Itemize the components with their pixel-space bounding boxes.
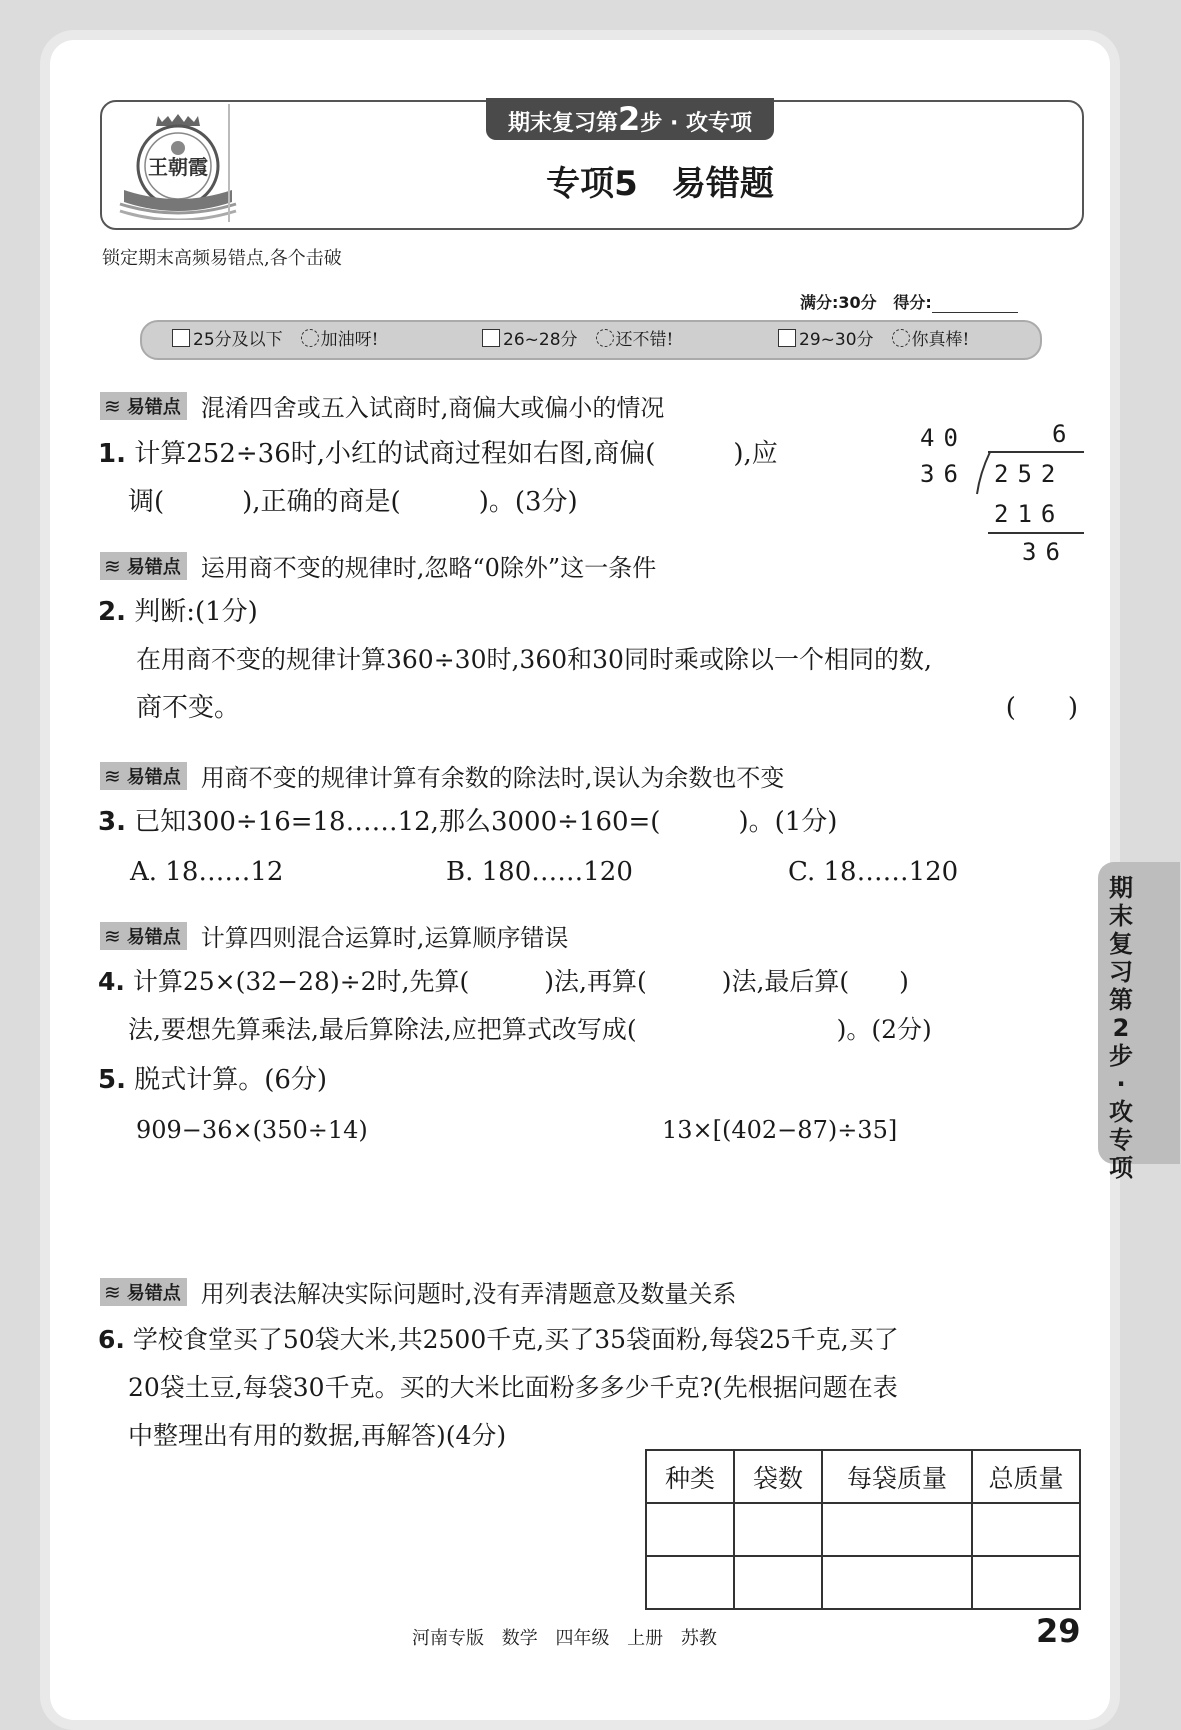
- table-row: [646, 1503, 1080, 1556]
- question-4: 4. 计算25×(32−28)÷2时,先算( )法,再算( )法,最后算( ) 法,要想先算乘法,最后算除法,应把算式改写成( )。(2分): [98, 967, 932, 1044]
- error-tip: [100, 548, 656, 583]
- table-header: 袋数: [734, 1450, 822, 1503]
- question-6: 6. 学校食堂买了50袋大米,共2500千克,买了35袋面粉,每袋25千克,买了 20袋土豆,每袋30千克。买的大米比面粉多多少千克?(先根据问题在表 中整理出有用的数据,再解答)(4分): [98, 1325, 899, 1450]
- tip-badge: ≋ 易错点: [100, 922, 187, 950]
- checkbox-icon[interactable]: [482, 329, 500, 347]
- tip-text: 混淆四舍或五入试商时,商偏大或偏小的情况: [200, 394, 665, 422]
- question-1: 1. 计算252÷36时,小红的试商过程如右图,商偏( ),应 调( ),正确的商是( )。(3分): [98, 439, 778, 517]
- table-header-row: [646, 1450, 1080, 1503]
- expression-1: 909−36×(350÷14): [136, 1116, 368, 1144]
- divisor: 36: [920, 460, 967, 488]
- logo-emblem: [118, 108, 238, 220]
- full-score: 满分:30分: [800, 293, 877, 312]
- wave-icon: ≋: [104, 1279, 121, 1304]
- tip-text: 运用商不变的规律时,忽略“0除外”这一条件: [200, 554, 657, 582]
- smiley-icon: [892, 329, 910, 347]
- estimate: 40: [920, 424, 967, 452]
- option-b[interactable]: B. 180……120: [446, 857, 633, 887]
- division-bracket: [976, 451, 992, 495]
- table-header: 种类: [646, 1450, 734, 1503]
- error-tip: [100, 918, 568, 953]
- expression-2: 13×[(402−87)÷35]: [662, 1116, 898, 1144]
- rating-bar: [140, 320, 1042, 360]
- step-tab-prefix: 期末复习第: [508, 111, 619, 136]
- dividend: 252: [994, 460, 1065, 488]
- division-bar: [988, 451, 1084, 453]
- judge-bracket[interactable]: ( ): [1005, 693, 1078, 723]
- checkbox-icon[interactable]: [172, 329, 190, 347]
- question-2: 2. 判断:(1分) 在用商不变的规律计算360÷30时,360和30同时乘或除以一个相同的数, 商不变。 ( ): [98, 594, 1078, 726]
- table-cell[interactable]: [972, 1556, 1080, 1609]
- question-3: 3. 已知300÷16=18……12,那么3000÷160=( )。(1分): [98, 807, 838, 837]
- tip-badge: ≋ 易错点: [100, 762, 187, 790]
- tip-text: 计算四则混合运算时,运算顺序错误: [200, 924, 569, 952]
- side-tab-label: 期末复习第2步·攻专项: [1109, 874, 1133, 1182]
- table-cell[interactable]: [646, 1503, 734, 1556]
- option-a[interactable]: A. 18……12: [130, 857, 284, 887]
- page-title: 专项5 易错题: [546, 164, 774, 204]
- table-cell[interactable]: [734, 1556, 822, 1609]
- header-divider: [228, 104, 230, 222]
- wave-icon: ≋: [104, 393, 121, 418]
- wave-icon: ≋: [104, 923, 121, 948]
- long-division: [916, 420, 1086, 570]
- table-row: [646, 1556, 1080, 1609]
- score-line: [800, 290, 1018, 313]
- error-tip: [100, 388, 664, 423]
- page-number: 29: [1036, 1612, 1081, 1650]
- smiley-icon: [596, 329, 614, 347]
- table-cell[interactable]: [822, 1556, 972, 1609]
- subtitle: 锁定期末高频易错点,各个击破: [102, 248, 342, 269]
- table-cell[interactable]: [822, 1503, 972, 1556]
- step-tab-suffix: 步 · 攻专项: [640, 111, 752, 136]
- tip-text: 用列表法解决实际问题时,没有弄清题意及数量关系: [200, 1280, 737, 1308]
- quotient: 6: [1052, 420, 1076, 448]
- rating-item: 29~30分 你真棒!: [778, 326, 969, 354]
- option-c[interactable]: C. 18……120: [788, 857, 959, 887]
- wave-icon: ≋: [104, 763, 121, 788]
- tip-text: 用商不变的规律计算有余数的除法时,误认为余数也不变: [200, 764, 785, 792]
- table-cell[interactable]: [646, 1556, 734, 1609]
- error-tip: [100, 1274, 736, 1309]
- step-tab-number: 2: [618, 100, 641, 138]
- table-cell[interactable]: [972, 1503, 1080, 1556]
- score-label: 得分:: [893, 293, 932, 312]
- footer: 河南专版 数学 四年级 上册 苏教: [412, 1628, 717, 1649]
- product: 216: [994, 500, 1065, 528]
- tip-badge: ≋ 易错点: [100, 552, 187, 580]
- division-line: [988, 532, 1084, 534]
- remainder: 36: [1022, 538, 1069, 566]
- rating-item: 26~28分 还不错!: [482, 326, 673, 354]
- question-5: 5. 脱式计算。(6分): [98, 1065, 328, 1095]
- svg-text:王朝霞: 王朝霞: [148, 155, 208, 179]
- rating-item: 25分及以下 加油呀!: [172, 326, 378, 354]
- checkbox-icon[interactable]: [778, 329, 796, 347]
- table-cell[interactable]: [734, 1503, 822, 1556]
- table-header: 总质量: [972, 1450, 1080, 1503]
- tip-badge: ≋ 易错点: [100, 392, 187, 420]
- wave-icon: ≋: [104, 553, 121, 578]
- table-header: 每袋质量: [822, 1450, 972, 1503]
- tip-badge: ≋ 易错点: [100, 1278, 187, 1306]
- score-blank[interactable]: [932, 296, 1018, 313]
- step-tab: [486, 98, 774, 140]
- smiley-icon: [301, 329, 319, 347]
- error-tip: [100, 758, 784, 793]
- data-table: [645, 1449, 1081, 1610]
